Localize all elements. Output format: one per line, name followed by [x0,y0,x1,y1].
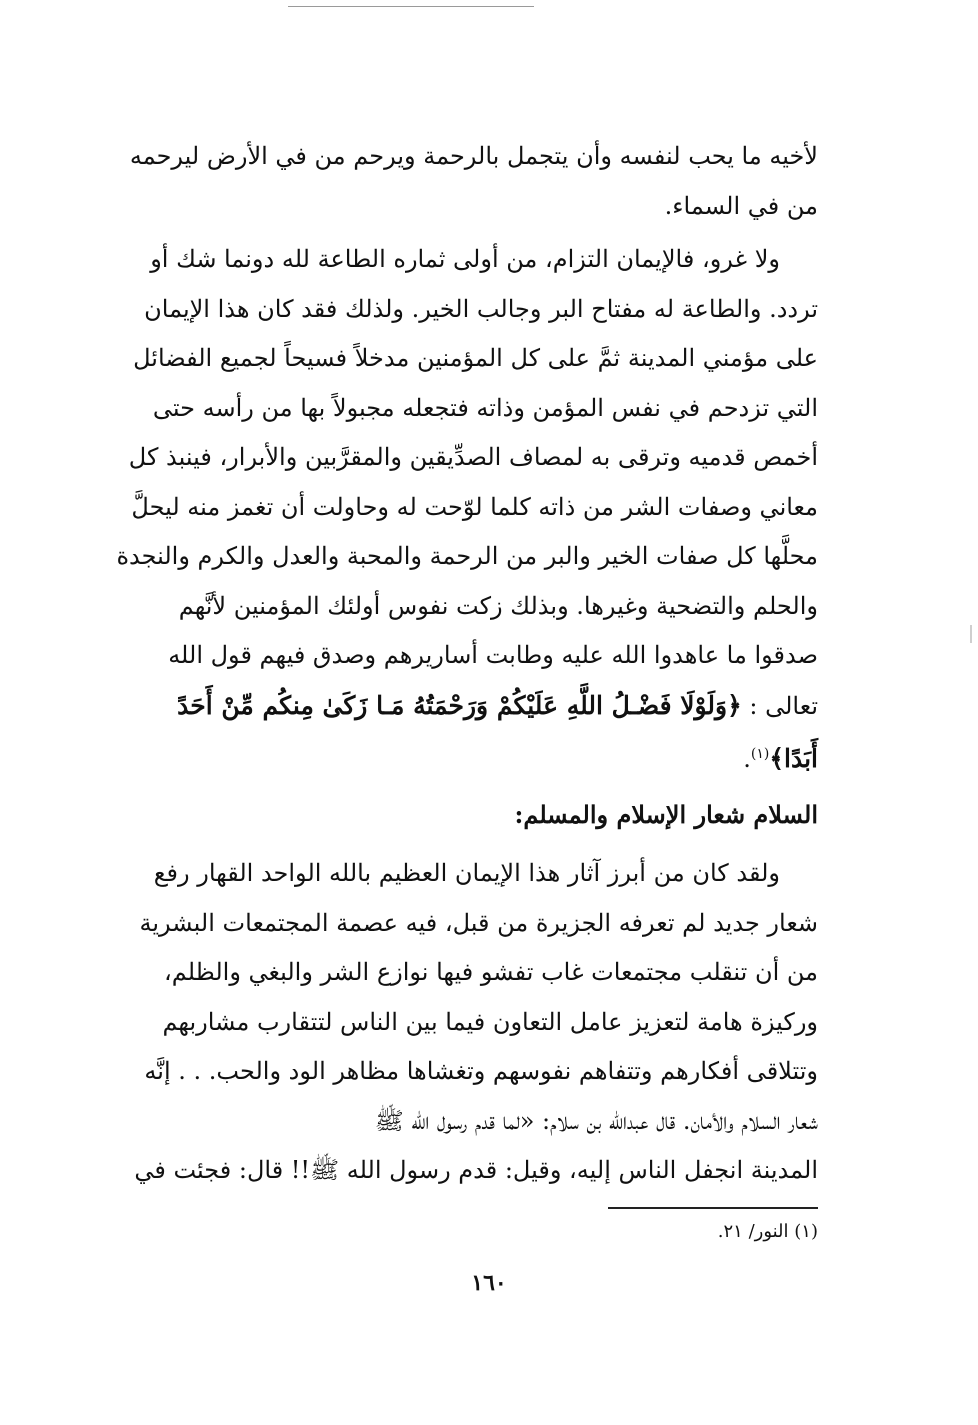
paragraph-2 [108,235,818,780]
quran-verse: ﴿وَلَوْلَا فَضْـلُ اللَّهِ عَلَيْكُمْ وَرَحْمَتُهُ مَـا زَكَىٰ مِنكُم مِّنْ أَحَدً [177,690,742,720]
paragraph-3 [108,849,818,1196]
text-line: تردد. والطاعة له مفتاح البر وجالب الخير. ولذلك فقد كان هذا الإيمان [144,294,818,323]
text-line: ولقد كان من أبرز آثار هذا الإيمان العظيم بالله الواحد القهار رفع [153,859,780,887]
footnote-reference: (١) [750,746,770,762]
text-line: والحلم والتضحية وغيرها. وبذلك زكت نفوس أولئك المؤمنين لأنَّهم [178,591,818,620]
text-line: وتتلاقى أفكارهم وتتفاهم نفوسهم وتغشاها مظاهر الود والحب. . . إنَّه [144,1057,818,1085]
page-body [108,132,818,1196]
section-heading: السلام شعار الإسلام والمسلم: [514,799,818,829]
margin-mark [970,625,972,643]
paragraph-1 [108,132,818,231]
text-line: ولا غرو، فالإيمان التزام، من أولى ثماره الطاعة لله دونما شك أو [150,245,780,273]
header-rule [288,6,534,7]
text-line: وركيزة هامة لتعزيز عامل التعاون فيما بين الناس لتتقارب مشاربهم [162,1007,818,1036]
text-line: شعار جديد لم تعرفه الجزيرة من قبل، فيه عصمة المجتمعات البشرية [139,908,818,937]
text-line: محلَّها كل صفات الخير والبر من الرحمة والمحبة والعدل والكرم والنجدة [116,542,818,570]
text-line: أخمص قدميه وترقى به لمصاف الصدِّيقين والمقرَّبين والأبرار، فينبذ كل [128,443,818,471]
quran-intro: تعالى : [749,691,818,720]
text-line: المدينة انجفل الناس إليه، وقيل: قدم رسول الله ﷺ!! قال: فجئت في [134,1156,818,1184]
page-number: ١٦٠ [471,1270,507,1296]
quran-verse-end-line [108,730,818,780]
quran-verse-line [108,681,818,731]
text-line: من في السماء. [664,191,818,220]
footnote-divider [608,1207,818,1209]
text-line: شعار السلام والأمان. قال عبدالله بن سلام: «لما قدم رسول الله ﷺ [374,1106,818,1135]
text-line: لأخيه ما يحب لنفسه وأن يتجمل بالرحمة ويرحم من في الأرض ليرحمه [129,142,818,170]
text-line: التي تزدحم في نفس المؤمن وذاته فتجعله مجبولاً بها من رأسه حتى [152,393,818,422]
text-line: معاني وصفات الشر من ذاته كلما لوّحت له وحاولت أن تغمز منه ليحلَّ [131,492,818,521]
sentence-end: . [743,745,751,773]
text-line: صدقوا ما عاهدوا الله عليه وطابت أساريرهم وصدق فيهم قول الله [168,641,818,669]
footnote: (١) النور/ ٢١. [717,1221,818,1242]
text-line: على مؤمني المدينة ثمَّ على كل المؤمنين مدخلاً فسيحاً لجميع الفضائل [133,344,818,372]
quran-verse-end: أَبَدًا﴾ [769,744,818,773]
text-line: من أن تنقلب مجتمعات غاب تفشو فيها نوازع الشر والبغي والظلم، [163,958,818,986]
